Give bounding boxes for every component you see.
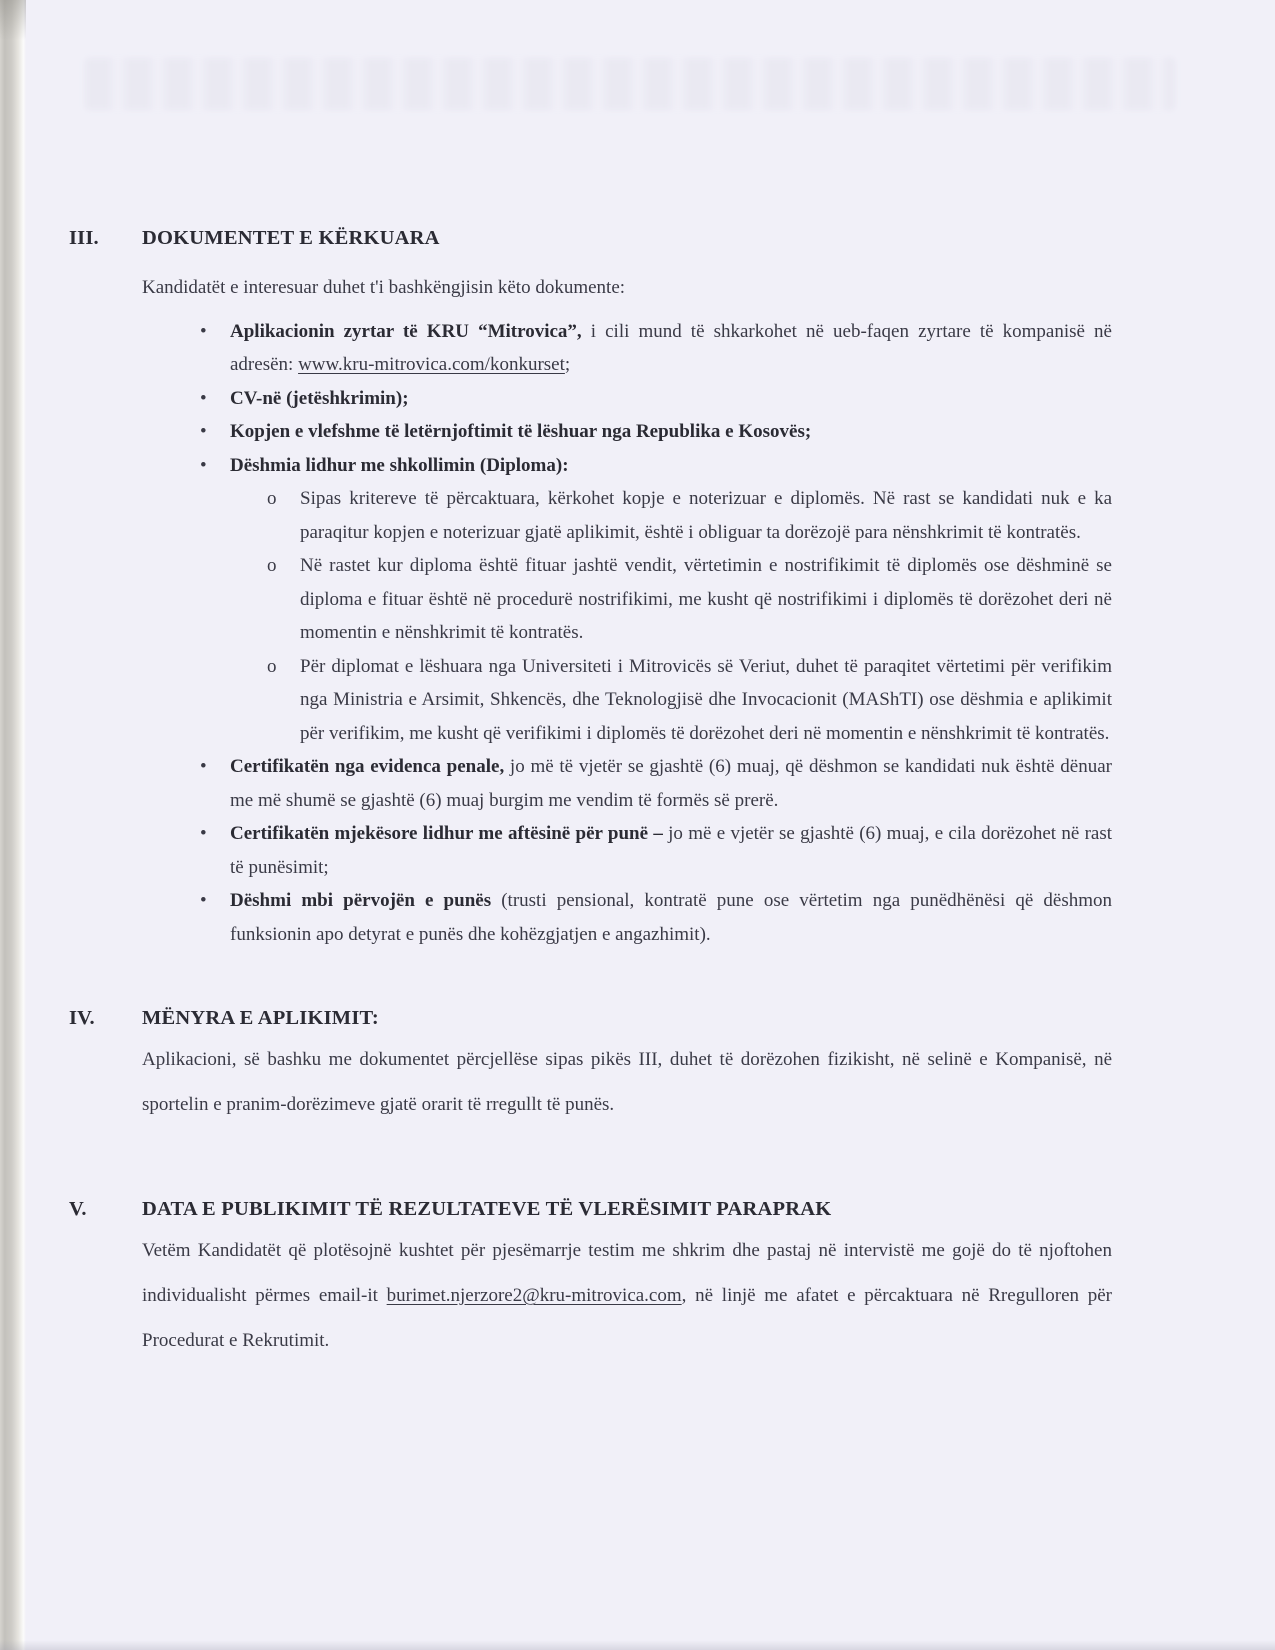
bullet-criminal-record	[200, 750, 1112, 817]
bullet-icon: •	[200, 823, 207, 844]
bullet-icon: •	[200, 421, 207, 442]
bullet-cv	[200, 382, 1112, 416]
bullet-icon: •	[200, 756, 207, 777]
bullet-medical-certificate	[200, 817, 1112, 884]
bullet-diploma	[200, 449, 1112, 483]
sub-bullet-text: Sipas kritereve të përcaktuara, kërkohet kopje e noterizuar e diplomës. Në rast se kandidati nuk e ka paraqitur kopjen e noterizuar gjatë aplikimit, është i obliguar ta dorëzojë para nënshkrimit të kontratës.	[300, 488, 1112, 543]
sub-bullet-notarized-copy	[200, 482, 1112, 549]
scan-edge-left	[0, 0, 26, 1650]
section-v-title: DATA E PUBLIKIMIT TË REZULTATEVE TË VLERËSIMIT PARAPRAK	[142, 1198, 832, 1220]
section-iv-heading	[69, 1007, 1112, 1030]
bullet-icon: •	[200, 387, 207, 409]
bullet-icon: •	[200, 890, 207, 911]
section-iii-intro: Kandidatët e interesuar duhet t'i bashkëngjisin këto dokumente:	[142, 277, 626, 298]
paragraph-text: , në linjë me afatet e përcaktuara në Rregulloren për Procedurat e Rekrutimit.	[142, 1285, 1112, 1351]
bullet-bold-text: Certifikatën mjekësore lidhur me aftësinë për punë –	[230, 823, 663, 844]
paragraph-text: Vetëm Kandidatët që plotësojnë kushtet për pjesëmarrje testim me shkrim dhe pastaj në intervistë me gojë do të njoftohen individualisht përmes email-it	[142, 1240, 1112, 1306]
section-iv-title: MËNYRA E APLIKIMIT:	[142, 1007, 379, 1029]
bullet-bold-text: Dëshmia lidhur me shkollimin (Diploma):	[230, 454, 569, 476]
bullet-text: jo më të vjetër se gjashtë (6) muaj, që dëshmon se kandidati nuk është dënuar me më shumë se gjashtë (6) muaj burgim me vendim të formës së prerë.	[230, 756, 1112, 811]
sub-bullet-icon: o	[267, 555, 277, 576]
sub-bullet-foreign-diploma	[200, 549, 1112, 650]
sub-bullet-verification	[200, 650, 1112, 751]
section-iii-heading	[69, 227, 1112, 250]
sub-bullet-text: Për diplomat e lëshuara nga Universiteti i Mitrovicës së Veriut, duhet të paraqitet vërtetimi për verifikim nga Ministria e Arsimit, Shkencës, dhe Teknologjisë dhe Invocacionit (MAShTI) ose dëshmia e aplikimit për verifikim, me kusht që verifikimi i diplomës të dorëzohet deri në momentin e nënshkrimit të kontratës.	[300, 655, 1112, 744]
bullet-bold-text: Certifikatën nga evidenca penale,	[230, 756, 505, 777]
sub-bullet-icon: o	[267, 655, 277, 677]
section-v-number: V.	[69, 1198, 87, 1220]
section-iv-paragraph: Aplikacioni, së bashku me dokumentet përcjellëse sipas pikës III, duhet të dorëzohen fizikisht, në selinë e Kompanisë, në sportelin e pranim-dorëzimeve gjatë orarit të rregullt të punës.	[142, 1049, 1112, 1115]
required-documents-list	[142, 315, 1112, 952]
bullet-bold-text: CV-në (jetëshkrimin);	[230, 387, 409, 409]
bullet-text: i cili mund të shkarkohet në ueb-faqen zyrtare të kompanisë në adresën:	[230, 320, 1112, 375]
section-v-heading	[69, 1198, 1112, 1221]
bullet-text: jo më e vjetër se gjashtë (6) muaj, e cila dorëzohet në rast të punësimit;	[230, 823, 1112, 878]
bullet-icon: •	[200, 320, 207, 342]
bullet-bold-text: Aplikacionin zyrtar të KRU “Mitrovica”,	[230, 320, 582, 342]
bullet-work-experience	[200, 884, 1112, 951]
bullet-application-form	[200, 315, 1112, 382]
hr-email-link[interactable]: burimet.njerzore2@kru-mitrovica.com	[386, 1285, 682, 1306]
section-iv-number: IV.	[69, 1007, 95, 1029]
sub-bullet-icon: o	[267, 488, 277, 509]
section-v-paragraph	[142, 1228, 1112, 1363]
bullet-bold-text: Dëshmi mbi përvojën e punës	[230, 890, 492, 911]
scan-edge-bottom	[0, 1640, 1275, 1650]
section-iii-number: III.	[69, 227, 99, 249]
company-website-link[interactable]: www.kru-mitrovica.com/konkurset	[298, 354, 565, 375]
bullet-bold-text: Kopjen e vlefshme të letërnjoftimit të lëshuar nga Republika e Kosovës;	[230, 421, 812, 442]
bullet-icon: •	[200, 454, 207, 476]
bullet-text: (trusti pensional, kontratë pune ose vërtetim nga punëdhënësi që dëshmon funksionin apo detyrat e punës dhe kohëzgjatjen e angazhimit).	[230, 890, 1112, 945]
section-iii-title: DOKUMENTET E KËRKUARA	[142, 227, 440, 249]
sub-bullet-text: Në rastet kur diploma është fituar jashtë vendit, vërtetimin e nostrifikimit të diplomës ose dëshminë se diploma e fituar është në procedurë nostrifikimi, me kusht që nostrifikimi i diplomës të dorëzohet deri në momentin e nënshkrimit të kontratës.	[300, 555, 1112, 643]
bullet-id-copy	[200, 415, 1112, 449]
document-content	[69, 0, 1112, 1363]
bullet-text: ;	[564, 354, 571, 375]
